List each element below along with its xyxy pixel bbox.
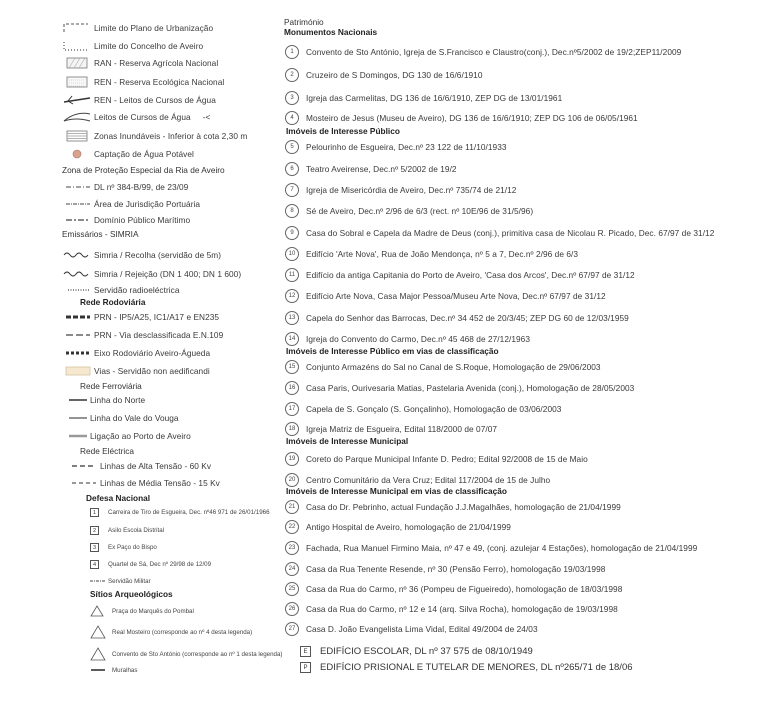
legend-row bbox=[68, 460, 211, 472]
heritage-item: 18 Igreja Matriz de Esgueira, Edital 118/2000 de 07/07 bbox=[285, 422, 497, 436]
legend-label: Quartel de Sá, Dec nº 29/98 de 12/09 bbox=[108, 561, 212, 568]
heritage-item: 11 Edifício da antiga Capitania do Porto de Aveiro, 'Casa dos Arcos', Dec.nº 67/97 de 31/12 bbox=[285, 268, 635, 282]
defesa-heading: Defesa Nacional bbox=[86, 493, 151, 503]
numbered-square-icon: 2 bbox=[90, 526, 99, 535]
iim-heading: Imóveis de Interesse Municipal bbox=[286, 436, 409, 446]
legend-row bbox=[60, 40, 203, 52]
triangle-icon bbox=[90, 605, 112, 617]
legend-row bbox=[60, 329, 223, 341]
heritage-item: 16 Casa Paris, Ourivesaria Matias, Pastelaria Avenida (conj.), Homologação de 28/05/2003 bbox=[285, 381, 634, 395]
legend-label: Domínio Público Marítimo bbox=[94, 215, 191, 225]
heritage-item: 14 Igreja do Convento do Carmo, Dec.nº 45 468 de 27/12/1963 bbox=[285, 332, 530, 346]
heritage-item: 3 Igreja das Carmelitas, DG 136 de 16/6/1910, ZEP DG de 13/01/1961 bbox=[285, 91, 562, 105]
legend-row bbox=[66, 430, 191, 442]
legend-label: REN - Reserva Ecológica Nacional bbox=[94, 77, 225, 87]
legend-label: Simria / Rejeição (DN 1 400; DN 1 600) bbox=[94, 269, 242, 279]
legend-label: Real Mosteiro (corresponde ao nº 4 desta legenda) bbox=[112, 628, 253, 636]
dotted-line-icon bbox=[60, 284, 94, 296]
legend-row bbox=[90, 543, 157, 552]
legend-extra-symbol: -< bbox=[202, 112, 211, 122]
rail-line-icon bbox=[66, 412, 90, 424]
heritage-item: 21 Casa do Dr. Pebrinho, actual Fundação J.J.Magalhães, homologação de 21/04/1999 bbox=[285, 500, 621, 514]
legend-row bbox=[90, 508, 270, 517]
numbered-square-icon: 1 bbox=[90, 508, 99, 517]
heritage-item: 1 Convento de Sto António, Igreja de S.Francisco e Claustro(conj.), Dec.nº5/2002 de 19/2;ZEP11/2009 bbox=[285, 45, 681, 59]
triangle-icon bbox=[90, 648, 112, 660]
legend-label: Linha do Vale do Vouga bbox=[90, 413, 179, 423]
legend-row bbox=[90, 664, 137, 676]
legend-row bbox=[60, 214, 190, 226]
legend-row bbox=[90, 648, 282, 660]
legend-label: DL nº 384-B/99, de 23/09 bbox=[94, 182, 189, 192]
heritage-item: 9 Casa do Sobral e Capela da Madre de Deus (conj.), primitiva casa de Nicolau R. Picado, Dec. 67/97 de 31/12 bbox=[285, 226, 714, 240]
legend-row bbox=[60, 311, 219, 323]
legend-row bbox=[66, 412, 179, 424]
heritage-item: 24 Casa da Rua Tenente Resende, nº 30 (Pensão Ferro), homologação 19/03/1998 bbox=[285, 562, 605, 576]
legend-label: PRN - Via desclassificada E.N.109 bbox=[94, 330, 224, 340]
rede-ferroviaria-heading: Rede Ferroviária bbox=[80, 381, 142, 391]
heritage-item: 10 Edifício 'Arte Nova', Rua de João Mendonça, nº 5 a 7, Dec.nº 2/96 de 6/3 bbox=[285, 247, 578, 261]
sitios-heading: Sítios Arqueológicos bbox=[90, 589, 173, 599]
legend-row bbox=[90, 526, 164, 535]
legend-row bbox=[60, 365, 210, 377]
rail-line-icon bbox=[66, 430, 90, 442]
heritage-item: 17 Capela de S. Gonçalo (S. Gonçalinho), Homologação de 03/06/2003 bbox=[285, 402, 561, 416]
legend-label: Muralhas bbox=[112, 666, 138, 674]
legend-label: Ligação ao Porto de Aveiro bbox=[90, 431, 191, 441]
legend-row bbox=[60, 22, 213, 34]
legend-row bbox=[90, 605, 194, 617]
legend-label: PRN - IP5/A25, IC1/A17 e EN235 bbox=[94, 312, 220, 322]
triangle-icon bbox=[90, 626, 112, 638]
heritage-item: 13 Capela do Senhor das Barrocas, Dec.nº 34 452 de 20/3/45; ZEP DG 60 de 12/03/1959 bbox=[285, 311, 629, 325]
legend-label: Ex Paço do Bispo bbox=[108, 544, 157, 551]
legend-label: RAN - Reserva Agrícola Nacional bbox=[94, 58, 219, 68]
legend-row bbox=[90, 575, 151, 587]
legend-row bbox=[60, 268, 241, 280]
legend-label: Limite do Plano de Urbanização bbox=[94, 23, 214, 33]
arrow-line-icon bbox=[60, 94, 94, 106]
legend-row bbox=[60, 130, 247, 142]
legend-row bbox=[60, 76, 224, 88]
legend-row bbox=[68, 477, 220, 489]
iimvc-heading: Imóveis de Interesse Municipal em vias de classificação bbox=[286, 486, 507, 496]
legend-label: Leitos de Cursos de Água bbox=[94, 112, 191, 122]
heritage-item: 2 Cruzeiro de S Domingos, DG 130 de 16/6/1910 bbox=[285, 68, 483, 82]
iip-heading: Imóveis de Interesse Público bbox=[286, 126, 400, 136]
legend-label: Captação de Água Potável bbox=[94, 149, 194, 159]
legend-row bbox=[66, 394, 145, 406]
heritage-item: 26 Casa da Rua do Carmo, nº 12 e 14 (arq. Silva Rocha), homologação de 19/03/1998 bbox=[285, 602, 618, 616]
heritage-item: 27 Casa D. João Evangelista Lima Vidal, Edital 49/2004 de 24/03 bbox=[285, 622, 538, 636]
legend-label: Asilo Escola Distrital bbox=[108, 527, 165, 534]
heritage-item: 4 Mosteiro de Jesus (Museu de Aveiro), DG 136 de 16/6/1910; ZEP DG 106 de 06/05/1961 bbox=[285, 111, 638, 125]
wavy-line-icon bbox=[60, 268, 94, 280]
thick-dot-line-icon bbox=[60, 347, 94, 359]
zona-heading: Zona de Proteção Especial da Ria de Aveiro bbox=[62, 165, 225, 175]
iipvc-heading: Imóveis de Interesse Público em vias de classificação bbox=[286, 346, 499, 356]
legend-label: Zonas Inundáveis - Inferior à cota 2,30 m bbox=[94, 131, 248, 141]
square-p-icon: P bbox=[300, 662, 311, 673]
heritage-item: 22 Antigo Hospital de Aveiro, homologação de 21/04/1999 bbox=[285, 520, 511, 534]
dash-dot-line-icon bbox=[90, 575, 108, 587]
dotted-square-icon bbox=[60, 76, 94, 88]
legend-label: Limite do Concelho de Aveiro bbox=[94, 41, 204, 51]
heritage-item: 7 Igreja de Misericórdia de Aveiro, Dec.nº 735/74 de 21/12 bbox=[285, 183, 516, 197]
heritage-item: 15 Conjunto Armazéns do Sal no Canal de S.Roque, Homologação de 29/06/2003 bbox=[285, 360, 601, 374]
dash-dot-line-icon bbox=[60, 181, 94, 193]
heritage-item: 25 Casa da Rua do Carmo, nº 36 (Pompeu de Figueiredo), homologação de 18/03/1998 bbox=[285, 582, 622, 596]
heritage-item: 19 Coreto do Parque Municipal Infante D. Pedro; Edital 92/2008 de 15 de Maio bbox=[285, 452, 588, 466]
legend-label: Vias - Servidão non aedificandi bbox=[94, 366, 210, 376]
square-e-icon: E bbox=[300, 646, 311, 657]
dash-line-icon bbox=[68, 477, 100, 489]
monumentos-heading: Monumentos Nacionais bbox=[284, 27, 378, 37]
legend-row bbox=[60, 148, 194, 160]
legend-label: Servidão radioeléctrica bbox=[94, 285, 180, 295]
legend-label: Área de Jurisdição Portuária bbox=[94, 199, 201, 209]
legend-row bbox=[90, 560, 211, 569]
legend-label: Praça do Marquês do Pombal bbox=[112, 607, 194, 615]
numbered-square-icon: 3 bbox=[90, 543, 99, 552]
hatched-square-icon bbox=[60, 57, 94, 69]
legend-label: Linhas de Alta Tensão - 60 Kv bbox=[100, 461, 212, 471]
rede-rodoviaria-heading: Rede Rodoviária bbox=[80, 297, 146, 307]
legend-label: Linhas de Média Tensão - 15 Kv bbox=[100, 478, 220, 488]
dash-line-icon bbox=[68, 460, 100, 472]
legend-label: Linha do Norte bbox=[90, 395, 146, 405]
legend-label: Eixo Rodoviário Aveiro-Águeda bbox=[94, 348, 211, 358]
curve-line-icon bbox=[60, 111, 94, 123]
legend-row bbox=[60, 57, 218, 69]
legend-row bbox=[90, 626, 252, 638]
legend-row bbox=[60, 347, 210, 359]
patrimonio-heading: Património bbox=[284, 17, 324, 27]
beige-band-icon bbox=[60, 365, 94, 377]
line-icon bbox=[90, 664, 112, 676]
dotted-boundary-icon bbox=[60, 40, 94, 52]
heritage-item: 5 Pelourinho de Esgueira, Dec.nº 23 122 de 11/10/1933 bbox=[285, 140, 507, 154]
heritage-item: 23 Fachada, Rua Manuel Firmino Maia, nº 47 e 49, (conj. azulejar 4 Estações), homologação de 21/04/1999 bbox=[285, 541, 697, 555]
legend-label: REN - Leitos de Cursos de Água bbox=[94, 95, 216, 105]
rede-electrica-heading: Rede Eléctrica bbox=[80, 446, 134, 456]
legend-label: Convento de Sto António (corresponde ao nº 1 desta legenda) bbox=[112, 650, 283, 658]
legend-label: Carreira de Tiro de Esgueira, Dec. nº46 971 de 26/01/1966 bbox=[108, 509, 270, 516]
legend-label: Servidão Militar bbox=[108, 577, 151, 585]
heritage-item: 20 Centro Comunitário da Vera Cruz; Edital 117/2004 de 15 de Julho bbox=[285, 473, 550, 487]
legend-row bbox=[60, 284, 180, 296]
edificio-escolar-row: E EDIFÍCIO ESCOLAR, DL nº 37 575 de 08/10/1949 bbox=[300, 646, 533, 657]
circle-dot-icon bbox=[60, 148, 94, 160]
legend-row bbox=[60, 198, 200, 210]
striped-square-icon bbox=[60, 130, 94, 142]
wavy-line-icon bbox=[60, 249, 94, 261]
long-dash-line-icon bbox=[60, 329, 94, 341]
legend-row bbox=[60, 111, 210, 123]
legend-label: Simria / Recolha (servidão de 5m) bbox=[94, 250, 222, 260]
heritage-item: 12 Edifício Arte Nova, Casa Major Pessoa/Museu Arte Nova, Dec.nº 67/97 de 31/12 bbox=[285, 289, 606, 303]
dash-dot-line-icon bbox=[60, 198, 94, 210]
legend-row bbox=[60, 249, 221, 261]
rail-line-icon bbox=[66, 394, 90, 406]
edificio-prisional-row: P EDIFÍCIO PRISIONAL E TUTELAR DE MENORES, DL nº265/71 de 18/06 bbox=[300, 662, 633, 673]
heritage-item: 8 Sé de Aveiro, Dec.nº 2/96 de 6/3 (rect. nº 10E/96 de 31/5/96) bbox=[285, 204, 533, 218]
emissarios-heading: Emissários - SIMRIA bbox=[62, 229, 139, 239]
legend-row bbox=[60, 94, 216, 106]
dash-dot-line-icon bbox=[60, 214, 94, 226]
dashed-boundary-icon bbox=[60, 22, 94, 34]
numbered-square-icon: 4 bbox=[90, 560, 99, 569]
thick-dash-line-icon bbox=[60, 311, 94, 323]
legend-row bbox=[60, 181, 188, 193]
heritage-item: 6 Teatro Aveirense, Dec.nº 5/2002 de 19/2 bbox=[285, 162, 457, 176]
